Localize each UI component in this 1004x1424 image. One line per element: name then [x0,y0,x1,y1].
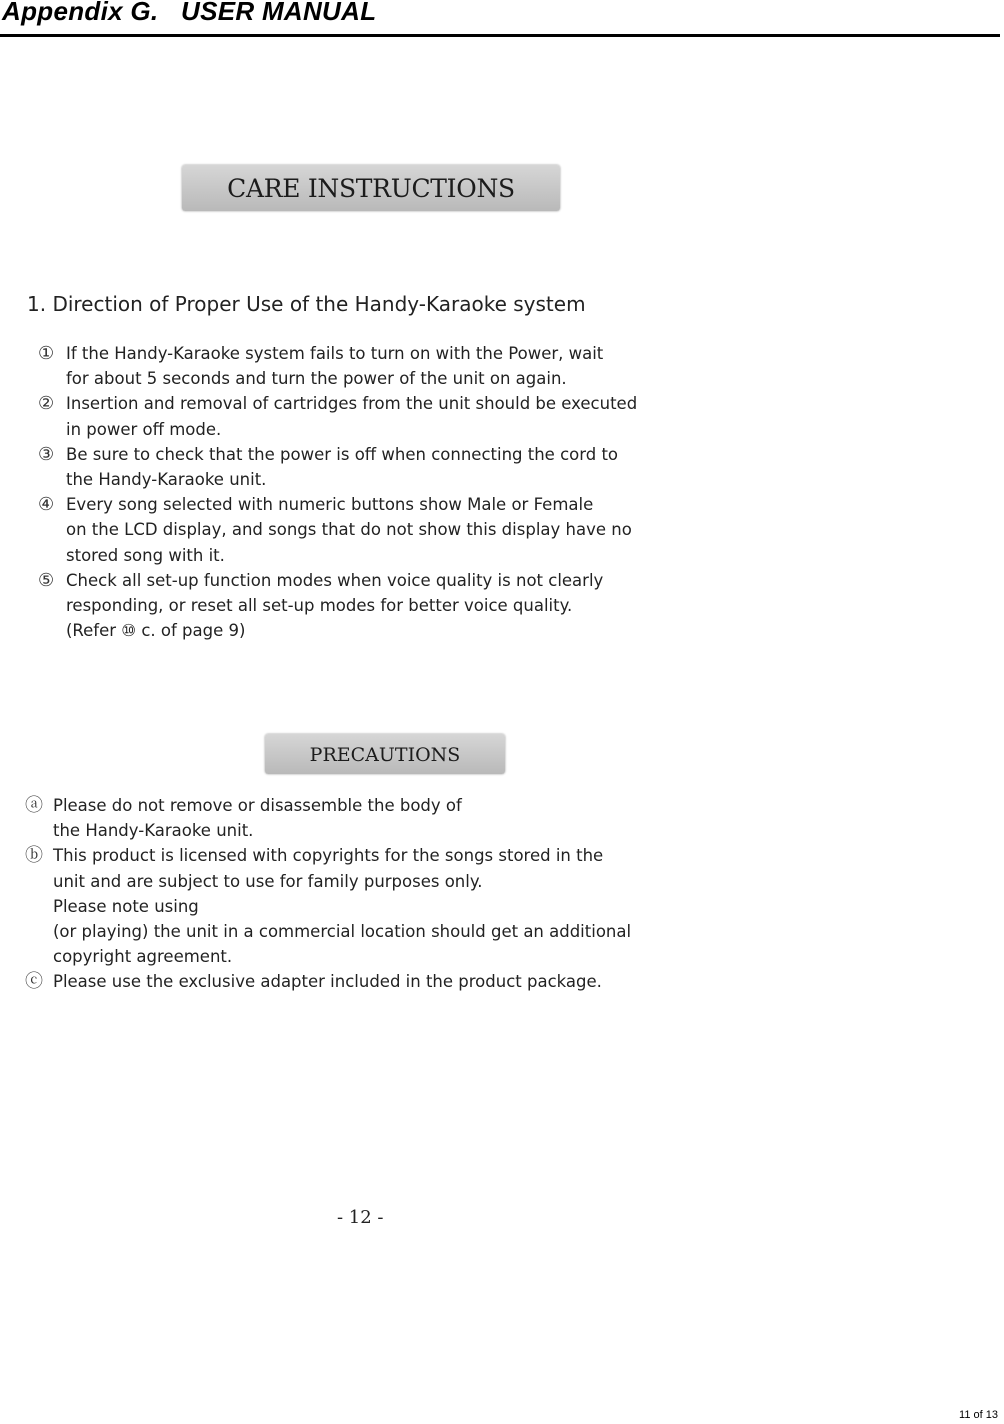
care-instructions-list [38,341,758,643]
item-marker: ④ [38,494,55,516]
item-marker: ① [38,343,55,364]
precautions-list [25,793,755,995]
appendix-title: Appendix G. USER MANUAL [2,0,377,26]
item-line: Every song selected with numeric buttons show Male or Female [66,495,594,515]
item-line: Please note using [53,896,199,916]
item-marker: ⓑ [25,845,43,867]
list-item [38,391,758,441]
item-line: Be sure to check that the power is off when connecting the cord to [66,444,619,464]
list-item [38,442,758,492]
item-line: Insertion and removal of cartridges from the unit should be executed [66,394,638,414]
item-line: the Handy-Karaoke unit. [66,470,267,490]
list-item [38,341,758,391]
item-line: Check all set-up function modes when voice quality is not clearly [66,570,604,590]
item-line: stored song with it. [66,545,225,565]
item-line: (Refer ⑩ c. of page 9) [66,621,246,641]
list-item [25,793,755,843]
item-line: (or playing) the unit in a commercial location should get an additional [53,922,632,942]
item-line: unit and are subject to use for family purposes only. [53,871,483,891]
item-marker: ③ [38,443,55,465]
item-marker: ⓐ [25,795,43,816]
header-divider [0,34,1000,37]
list-item [25,843,755,969]
item-line: Please use the exclusive adapter included in the product package. [53,972,602,992]
list-item [38,568,758,644]
item-line: in power off mode. [66,419,222,439]
list-item [38,492,758,568]
care-instructions-banner: CARE INSTRUCTIONS [182,165,560,211]
item-marker: ⑤ [38,569,55,591]
page-number: - 12 - [337,1207,384,1228]
precautions-banner: PRECAUTIONS [265,734,505,774]
item-line: on the LCD display, and songs that do not show this display have no [66,520,632,540]
item-marker: ② [38,393,55,415]
item-marker: ⓒ [25,971,43,993]
list-item [25,969,755,994]
section-heading: 1. Direction of Proper Use of the Handy-Karaoke system [27,292,586,316]
item-line: copyright agreement. [53,947,233,967]
item-line: This product is licensed with copyrights for the songs stored in the [53,846,604,866]
item-line: Please do not remove or disassemble the body of [53,796,462,815]
item-line: responding, or reset all set-up modes for better voice quality. [66,596,573,616]
page-counter: 11 of 13 [959,1409,998,1421]
item-line: for about 5 seconds and turn the power of the unit on again. [66,369,567,389]
item-line: If the Handy-Karaoke system fails to turn on with the Power, wait [66,344,604,363]
item-line: the Handy-Karaoke unit. [53,821,254,841]
